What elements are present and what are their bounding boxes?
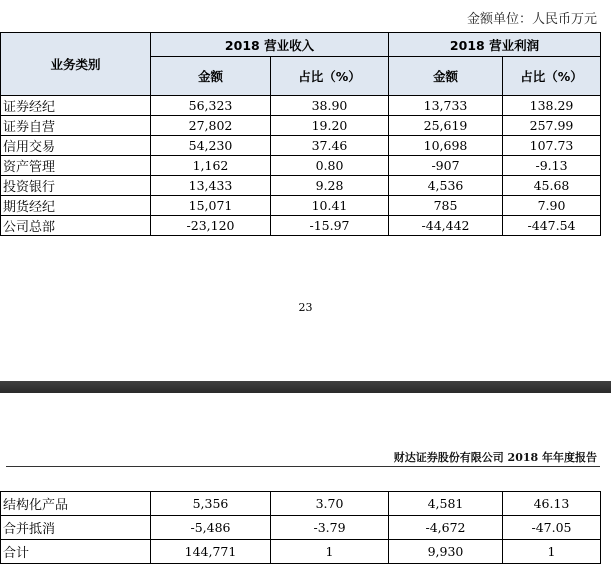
revenue-share-cell: 3.70 bbox=[271, 492, 389, 516]
revenue-share-cell: 19.20 bbox=[271, 116, 389, 136]
profit-share-cell: 1 bbox=[503, 540, 601, 564]
table-row bbox=[1, 116, 601, 136]
profit-amount-cell: 10,698 bbox=[389, 136, 503, 156]
table-body-continued bbox=[1, 492, 601, 564]
profit-share-cell: -447.54 bbox=[503, 216, 601, 236]
profit-amount-cell: 13,733 bbox=[389, 96, 503, 116]
profit-amount-cell: -4,672 bbox=[389, 516, 503, 540]
table-row bbox=[1, 196, 601, 216]
table-row bbox=[1, 216, 601, 236]
profit-share-cell: 257.99 bbox=[503, 116, 601, 136]
category-cell: 证券自营 bbox=[1, 116, 151, 136]
header-category: 业务类别 bbox=[1, 33, 151, 96]
header-revenue-amount: 金额 bbox=[151, 57, 271, 96]
profit-amount-cell: 4,581 bbox=[389, 492, 503, 516]
header-revenue-2018: 2018 营业收入 bbox=[151, 33, 389, 57]
page-break-bar bbox=[0, 381, 611, 393]
category-cell: 合并抵消 bbox=[1, 516, 151, 540]
profit-amount-cell: -907 bbox=[389, 156, 503, 176]
header-profit-share: 占比（%） bbox=[503, 57, 601, 96]
table-row bbox=[1, 492, 601, 516]
profit-share-cell: 107.73 bbox=[503, 136, 601, 156]
revenue-share-cell: 9.28 bbox=[271, 176, 389, 196]
revenue-amount-cell: 5,356 bbox=[151, 492, 271, 516]
revenue-amount-cell: 1,162 bbox=[151, 156, 271, 176]
table-row bbox=[1, 96, 601, 116]
profit-share-cell: -9.13 bbox=[503, 156, 601, 176]
category-cell: 合计 bbox=[1, 540, 151, 564]
unit-note: 金额单位：人民币万元 bbox=[466, 12, 597, 27]
revenue-amount-cell: 56,323 bbox=[151, 96, 271, 116]
category-cell: 信用交易 bbox=[1, 136, 151, 156]
header-profit-amount: 金额 bbox=[389, 57, 503, 96]
category-cell: 投资银行 bbox=[1, 176, 151, 196]
category-cell: 公司总部 bbox=[1, 216, 151, 236]
revenue-amount-cell: -23,120 bbox=[151, 216, 271, 236]
table-body bbox=[1, 96, 601, 236]
header-revenue-share: 占比（%） bbox=[271, 57, 389, 96]
profit-amount-cell: 4,536 bbox=[389, 176, 503, 196]
revenue-amount-cell: 144,771 bbox=[151, 540, 271, 564]
page-number: 23 bbox=[298, 301, 313, 314]
profit-amount-cell: 25,619 bbox=[389, 116, 503, 136]
revenue-share-cell: 37.46 bbox=[271, 136, 389, 156]
profit-share-cell: 7.90 bbox=[503, 196, 601, 216]
category-cell: 资产管理 bbox=[1, 156, 151, 176]
revenue-amount-cell: 15,071 bbox=[151, 196, 271, 216]
category-cell: 结构化产品 bbox=[1, 492, 151, 516]
revenue-share-cell: 0.80 bbox=[271, 156, 389, 176]
profit-share-cell: -47.05 bbox=[503, 516, 601, 540]
revenue-share-cell: -3.79 bbox=[271, 516, 389, 540]
profit-share-cell: 138.29 bbox=[503, 96, 601, 116]
running-header: 财达证券股份有限公司 2018 年年度报告 bbox=[393, 451, 597, 464]
table-row bbox=[1, 516, 601, 540]
revenue-share-cell: -15.97 bbox=[271, 216, 389, 236]
revenue-amount-cell: -5,486 bbox=[151, 516, 271, 540]
revenue-profit-table bbox=[0, 32, 601, 236]
category-cell: 证券经纪 bbox=[1, 96, 151, 116]
profit-share-cell: 45.68 bbox=[503, 176, 601, 196]
profit-amount-cell: -44,442 bbox=[389, 216, 503, 236]
header-profit-2018: 2018 营业利润 bbox=[389, 33, 601, 57]
revenue-share-cell: 38.90 bbox=[271, 96, 389, 116]
profit-amount-cell: 9,930 bbox=[389, 540, 503, 564]
profit-amount-cell: 785 bbox=[389, 196, 503, 216]
profit-share-cell: 46.13 bbox=[503, 492, 601, 516]
table-row bbox=[1, 176, 601, 196]
running-header-rule bbox=[6, 466, 600, 467]
table-row bbox=[1, 540, 601, 564]
category-cell: 期货经纪 bbox=[1, 196, 151, 216]
revenue-profit-table-continued bbox=[0, 491, 601, 564]
revenue-share-cell: 10.41 bbox=[271, 196, 389, 216]
revenue-amount-cell: 13,433 bbox=[151, 176, 271, 196]
table-row bbox=[1, 156, 601, 176]
table-row bbox=[1, 136, 601, 156]
revenue-amount-cell: 54,230 bbox=[151, 136, 271, 156]
revenue-share-cell: 1 bbox=[271, 540, 389, 564]
revenue-amount-cell: 27,802 bbox=[151, 116, 271, 136]
